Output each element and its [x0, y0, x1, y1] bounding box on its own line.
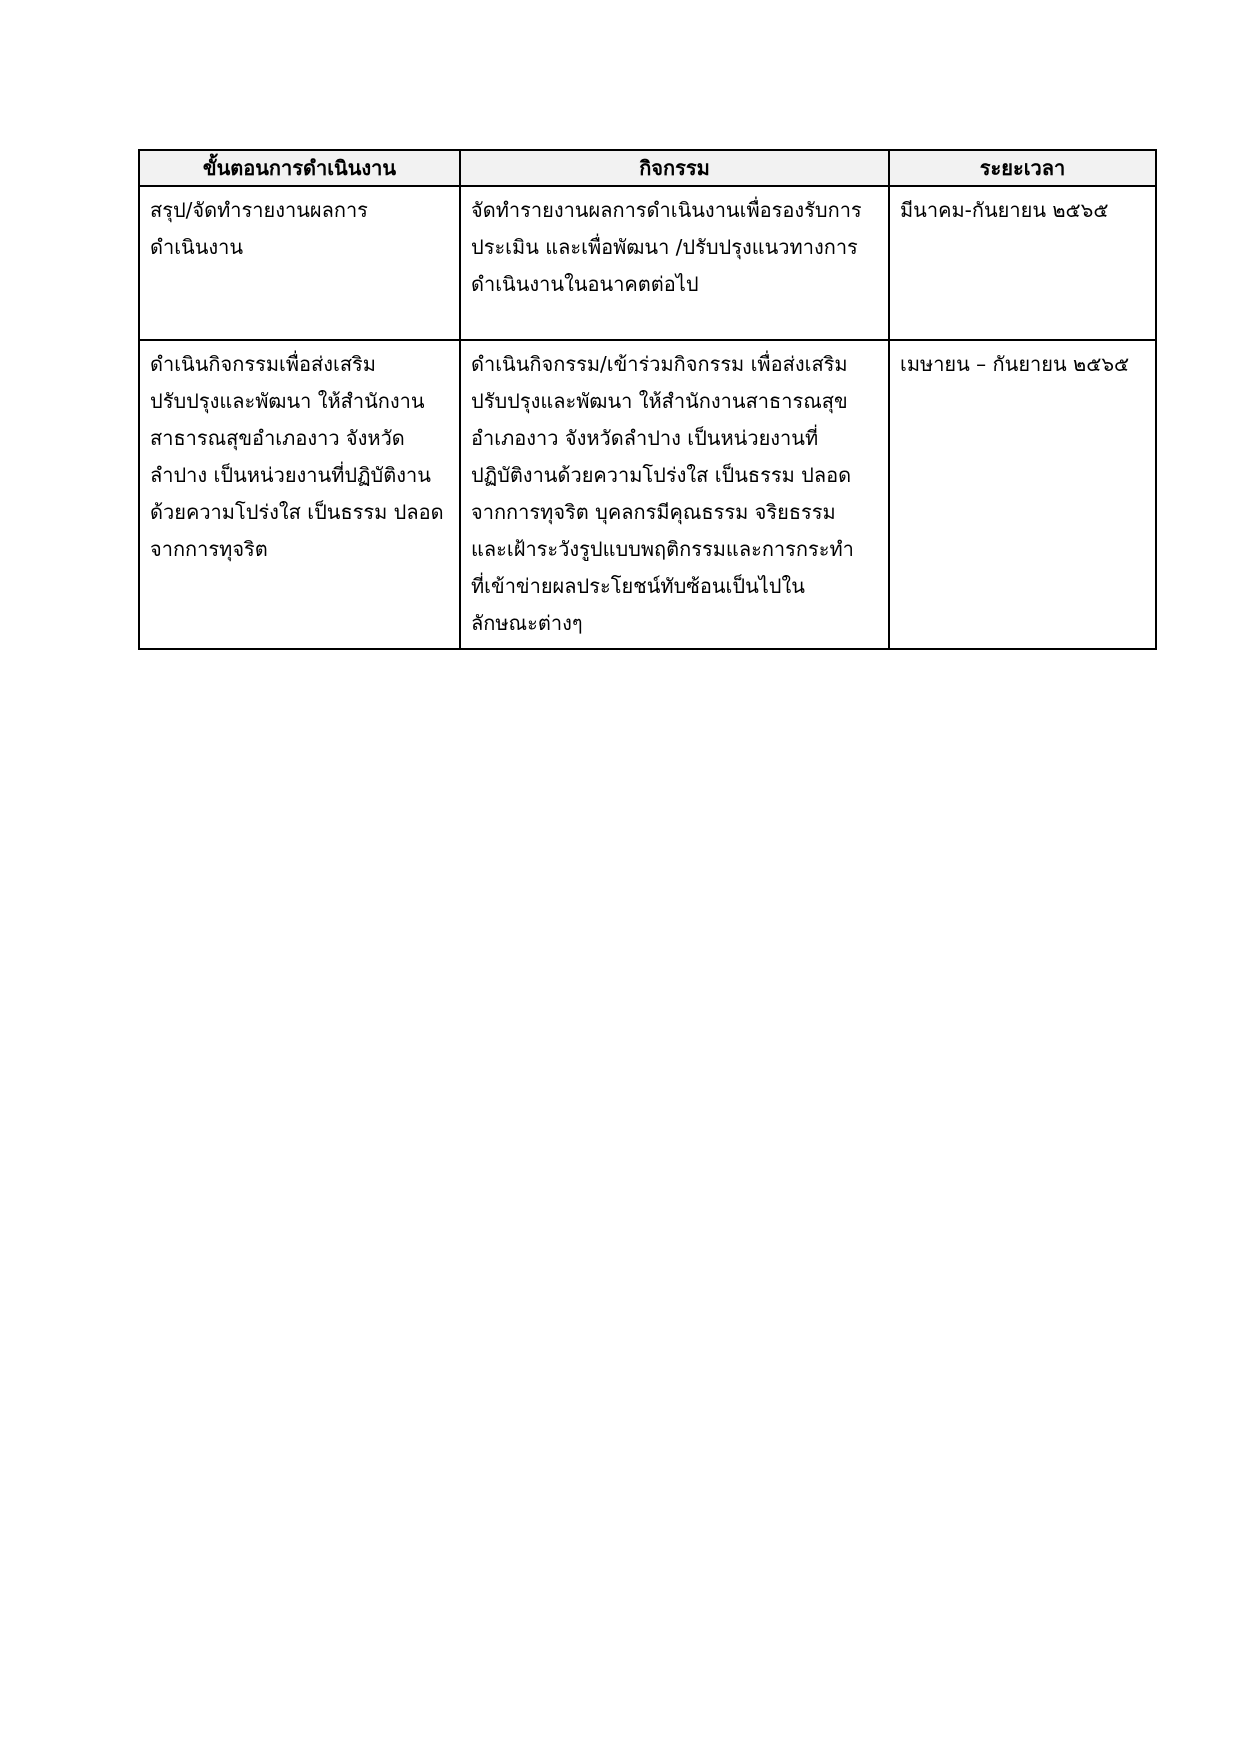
period-cell	[889, 340, 1156, 649]
period-text: เมษายน – กันยายน ๒๕๖๕	[900, 352, 1130, 376]
activity-text: จัดทำรายงานผลการดำเนินงานเพื่อรองรับการ ประเมิน และเพื่อพัฒนา /ปรับปรุงแนวทางการ ดำเนินงานในอนาคตต่อไป	[471, 198, 862, 296]
step-text: ดำเนินกิจกรรมเพื่อส่งเสริม ปรับปรุงและพัฒนา ให้สำนักงาน สาธารณสุขอำเภองาว จังหวัด ลำปาง เป็นหน่วยงานที่ปฏิบัติงาน ด้วยความโปร่งใส เป็นธรรม ปลอด จากการทุจริต	[150, 352, 444, 561]
header-row	[139, 150, 1156, 186]
activity-text: ดำเนินกิจกรรม/เข้าร่วมกิจกรรม เพื่อส่งเสริม ปรับปรุงและพัฒนา ให้สำนักงานสาธารณสุข อำเภองาว จังหวัดลำปาง เป็นหน่วยงานที่ ปฏิบัติงานด้วยความโปร่งใส เป็นธรรม ปลอด จากการทุจริต บุคลกรมีคุณธรรม จริยธรรม และเฝ้าระวังรูปแบบพฤติกรรมและการกระทำ ที่เข้าข่ายผลประโยชน์ทับซ้อนเป็นไปใน ลักษณะต่างๆ	[471, 352, 854, 635]
table-body	[139, 186, 1156, 649]
header-step: ขั้นตอนการดำเนินงาน	[139, 150, 460, 186]
period-text: มีนาคม-กันยายน ๒๕๖๕	[900, 198, 1109, 222]
plan-table	[138, 149, 1157, 650]
header-period: ระยะเวลา	[889, 150, 1156, 186]
table-row	[139, 186, 1156, 340]
table-row	[139, 340, 1156, 649]
header-activity: กิจกรรม	[460, 150, 889, 186]
table-header	[139, 150, 1156, 186]
period-cell	[889, 186, 1156, 340]
step-cell	[139, 186, 460, 340]
activity-cell	[460, 340, 889, 649]
activity-cell	[460, 186, 889, 340]
step-cell	[139, 340, 460, 649]
step-text: สรุป/จัดทำรายงานผลการ ดำเนินงาน	[150, 198, 368, 259]
